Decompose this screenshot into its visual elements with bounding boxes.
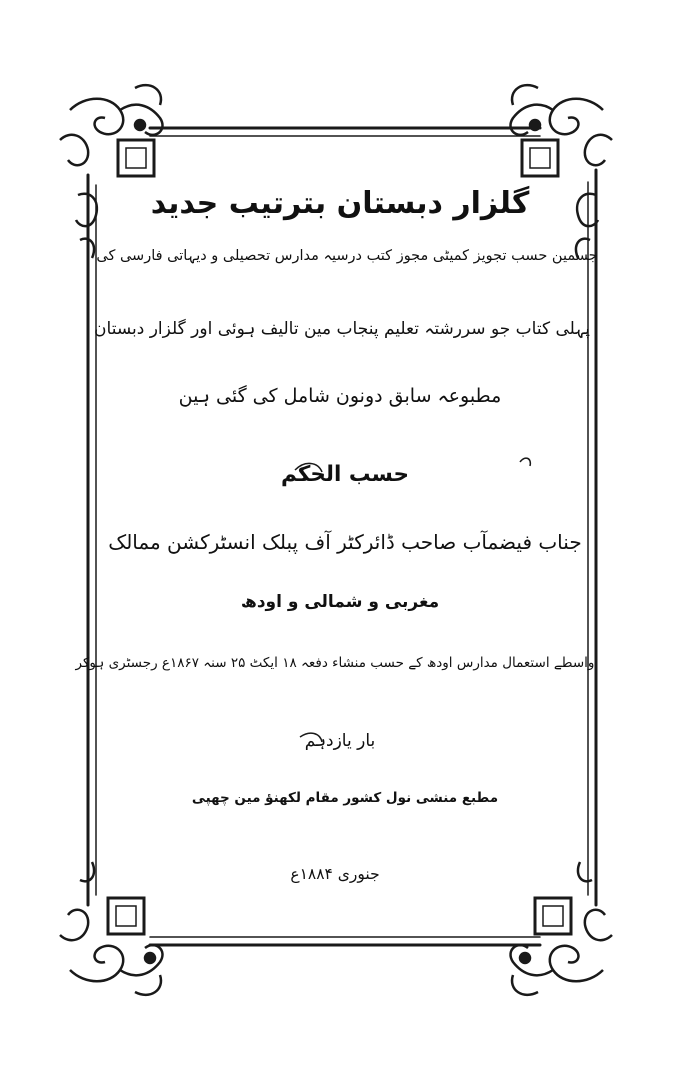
text-line-2: جسمین حسب تجویز کمیٹی مجوز کتب درسیہ مدارس تحصیلی و دیہاتی فارسی کی xyxy=(96,248,598,264)
book-title: گلزار دبستان بترتیب جدید xyxy=(150,186,530,221)
text-line-7: مغربی و شمالی و اودھ xyxy=(240,592,440,612)
edition-line: بار یازدہم xyxy=(304,731,376,751)
text-line-8: واسطے استعمال مدارس اودھ کے حسب منشاء دفعہ ۱۸ ایکٹ ۲۵ سنہ ۱۸۶۷ع رجسٹری ہوکر xyxy=(75,655,595,671)
bottom-left-corner-ornament xyxy=(60,862,162,995)
publisher-line: مطبع منشی نول کشور مقام لکھنؤ مین چھپی xyxy=(191,790,499,806)
date-line: جنوری ۱۸۸۴ع xyxy=(290,865,380,883)
text-line-3: پہلی کتاب جو سررشتہ تعلیم پنجاب مین تالیف ہوئی اور گلزار دبستان xyxy=(94,319,590,339)
top-left-corner-ornament xyxy=(60,85,162,258)
text-line-5: حسب الحکم xyxy=(281,462,409,487)
text-line-4: مطبوعہ سابق دونون شامل کی گئی ہین xyxy=(178,385,502,407)
text-line-6: جناب فیضمآب صاحب ڈائرکٹر آف پبلک انسٹرکشن ممالک xyxy=(108,530,582,554)
